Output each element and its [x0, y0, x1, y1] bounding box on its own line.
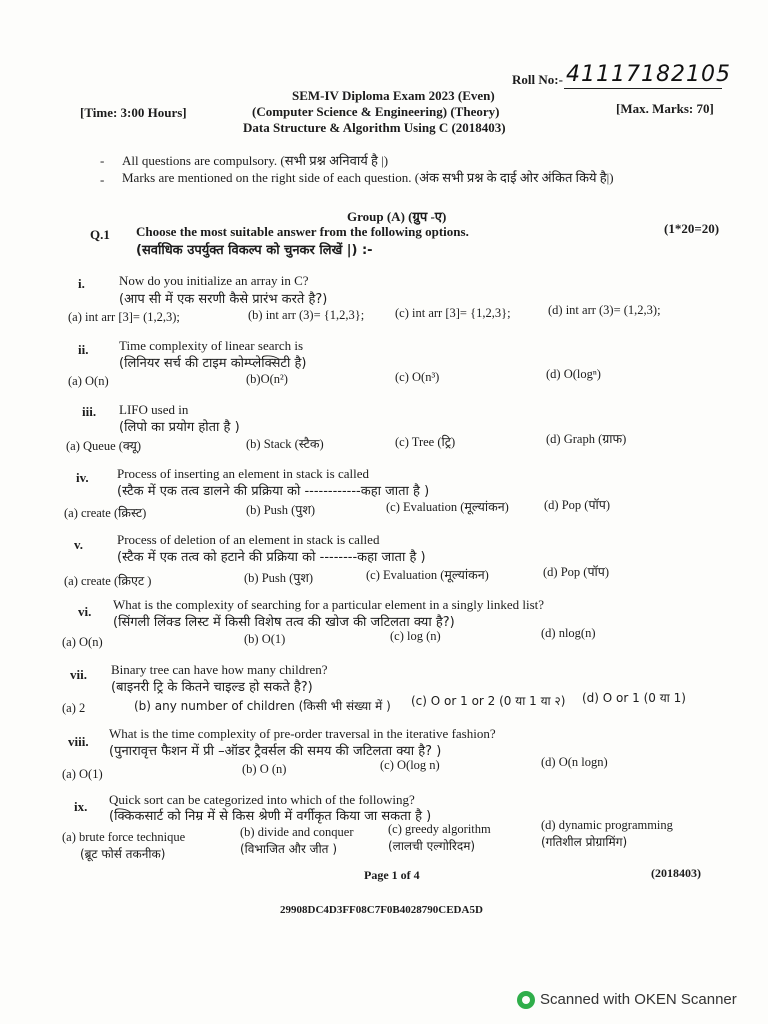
question-number: v.	[74, 537, 84, 552]
option-b: (b) O(1)	[244, 632, 286, 646]
option-d: (d) O or 1 (0 या 1)	[582, 691, 686, 705]
max-marks: [Max. Marks: 70]	[616, 101, 714, 116]
option-d: (d) nlog(n)	[541, 626, 596, 640]
option-c: (c) Evaluation (मूल्यांकन)	[386, 500, 509, 514]
exam-title: SEM-IV Diploma Exam 2023 (Even)	[292, 88, 495, 103]
question-text-hindi: (स्टैक में एक तत्व को हटाने की प्रक्रिया को --------कहा जाता है )	[117, 550, 426, 565]
option-b-hindi: (विभाजित और जीत )	[240, 842, 338, 856]
option-d: (d) O(n logn)	[541, 755, 608, 769]
question-number: ii.	[78, 342, 89, 357]
option-a: (a) O(n)	[68, 374, 109, 388]
group-title: Group (A) (ग्रुप -ए)	[347, 209, 447, 224]
option-a: (a) create (क्रिस्ट)	[64, 506, 147, 520]
question-text: Now do you initialize an array in C?	[119, 273, 309, 288]
option-d: (d) dynamic programming	[541, 818, 673, 832]
roll-number: 41117182105	[566, 62, 731, 87]
option-c: (c) O or 1 or 2 (0 या 1 या २)	[411, 694, 566, 708]
question-number: vi.	[78, 604, 92, 619]
question-text-hindi: (बाइनरी ट्रि के कितने चाइल्ड हो सकते है?)	[111, 680, 313, 695]
question-number: vii.	[70, 667, 87, 682]
instruction-2: Marks are mentioned on the right side of each question. (अंक सभी प्रश्न के दाई ओर अंकित किये है|)	[122, 170, 614, 185]
page-number: Page 1 of 4	[364, 868, 420, 882]
option-c: (c) Evaluation (मूल्यांकन)	[366, 568, 489, 582]
option-a: (a) O(1)	[62, 767, 103, 781]
option-d: (d) Pop (पॉप)	[544, 498, 611, 512]
option-b: (b) O (n)	[242, 762, 287, 776]
time-label: [Time: 3:00 Hours]	[80, 105, 187, 120]
question-number: iii.	[82, 404, 97, 419]
subject-title: Data Structure & Algorithm Using C (2018403)	[243, 120, 506, 135]
question-number: i.	[78, 276, 85, 291]
q1-text: Choose the most suitable answer from the following options.	[136, 224, 469, 239]
hash-code: 29908DC4D3FF08C7F0B4028790CEDA5D	[280, 904, 483, 916]
question-text-hindi: (लिनियर सर्च की टाइम कोम्प्लेक्सिटी है)	[119, 356, 307, 371]
q1-label: Q.1	[90, 227, 110, 242]
option-c: (c) Tree (ट्रि)	[395, 435, 456, 449]
option-c: (c) O(log n)	[380, 758, 440, 772]
option-d: (d) O(logⁿ)	[546, 367, 601, 381]
option-a: (a) brute force technique	[62, 830, 186, 844]
question-text: What is the complexity of searching for a particular element in a singly linked list?	[113, 597, 545, 612]
option-a: (a) O(n)	[62, 635, 103, 649]
question-text: Process of inserting an element in stack is called	[117, 466, 369, 481]
instruction-bullet-1: -	[100, 153, 105, 168]
question-text-hindi: (आप सी में एक सरणी कैसे प्रारंभ करते है?)	[119, 292, 328, 307]
question-number: viii.	[68, 734, 89, 749]
option-d: (d) Pop (पॉप)	[543, 565, 610, 579]
option-c: (c) int arr [3]= {1,2,3};	[395, 306, 511, 320]
branch-title: (Computer Science & Engineering) (Theory)	[252, 104, 500, 119]
option-c-hindi: (लालची एल्गोरिदम)	[388, 839, 476, 853]
question-text-hindi: (सिंगली लिंक्ड लिस्ट में किसी विशेष तत्व की खोज की जटिलता क्या है?)	[113, 615, 455, 630]
q1-marks: (1*20=20)	[664, 221, 720, 236]
option-a-hindi: (ब्रूट फोर्स तकनीक)	[80, 847, 166, 861]
option-b: (b) Stack (स्टैक)	[246, 437, 324, 451]
option-d: (d) int arr (3)= (1,2,3);	[548, 303, 661, 317]
option-c: (c) greedy algorithm	[388, 822, 491, 836]
question-text: Binary tree can have how many children?	[111, 662, 328, 677]
option-b: (b) Push (पुश)	[246, 503, 316, 517]
option-a: (a) 2	[62, 701, 86, 715]
option-b: (b) int arr (3)= {1,2,3};	[248, 308, 365, 322]
question-text-hindi: (लिपो का प्रयोग होता है )	[119, 420, 240, 435]
paper-code: (2018403)	[651, 866, 701, 880]
roll-label: Roll No:-	[512, 72, 563, 87]
question-text: Process of deletion of an element in stack is called	[117, 532, 380, 547]
oken-scanner-logo	[517, 991, 535, 1009]
option-b: (b)O(n²)	[246, 372, 288, 386]
question-text: What is the time complexity of pre-order traversal in the iterative fashion?	[109, 726, 496, 741]
question-text: LIFO used in	[119, 402, 189, 417]
question-number: ix.	[74, 799, 88, 814]
question-text: Time complexity of linear search is	[119, 338, 304, 353]
option-a: (a) create (क्रिएट )	[64, 574, 152, 588]
instruction-bullet-2: -	[100, 172, 105, 187]
option-c: (c) log (n)	[390, 629, 441, 643]
question-text-hindi: (पुनारावृत्त फैशन में प्री –ऑडर ट्रैवर्सल की समय की जटिलता क्या है? )	[109, 744, 442, 759]
roll-underline	[564, 88, 722, 89]
option-d-hindi: (गतिशील प्रोग्रामिंग)	[541, 835, 628, 849]
option-b: (b) any number of children (किसी भी संख्या में )	[134, 699, 391, 713]
scanner-watermark: Scanned with OKEN Scanner	[540, 991, 737, 1008]
question-number: iv.	[76, 470, 89, 485]
option-a: (a) Queue (क्यू)	[66, 439, 142, 453]
option-c: (c) O(n³)	[395, 370, 440, 384]
question-text-hindi: (क्किकसार्ट को निम्र में से किस श्रेणी में वर्गीकृत किया जा सकता है )	[109, 809, 432, 824]
option-b: (b) Push (पुश)	[244, 571, 314, 585]
option-d: (d) Graph (ग्राफ)	[546, 432, 627, 446]
question-text: Quick sort can be categorized into which of the following?	[109, 792, 415, 807]
q1-text-hindi: (सर्वाधिक उपर्युक्त विकल्प को चुनकर लिखें |) :-	[136, 243, 373, 258]
option-a: (a) int arr [3]= (1,2,3);	[68, 310, 180, 324]
question-text-hindi: (स्टैक में एक तत्व डालने की प्रक्रिया को ------------कहा जाता है )	[117, 484, 430, 499]
instruction-1: All questions are compulsory. (सभी प्रश्न अनिवार्य है |)	[122, 153, 389, 168]
option-b: (b) divide and conquer	[240, 825, 354, 839]
